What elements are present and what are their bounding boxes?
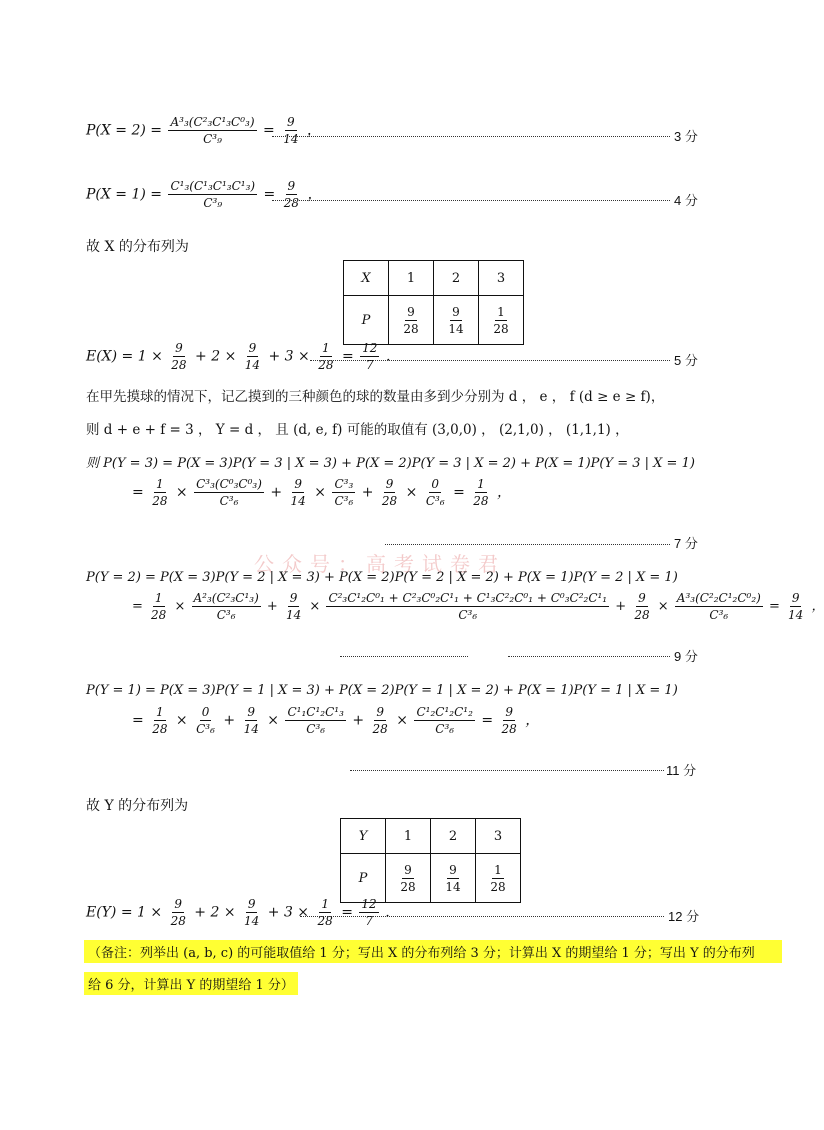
dot-leader [272,200,670,201]
fraction: $\frac{9}{28}$ [283,179,299,210]
scoring-note-line2: 给 6 分，计算出 Y 的期望给 1 分） [84,972,298,995]
table-cell: $\frac{9}{28}$ [386,854,431,903]
py2-line2: = $\frac{1}{28}$ × $\frac{\text{A²₃(C²₃C¹₃)}}{\text{C³₆}}$ + $\frac{9}{14}$ × $\frac{\text{C²₃C¹₂C⁰₁ + C²₃C⁰₂C¹₁ + C¹₃C²₂C⁰₁ + C⁰₃C²₂C¹₁}}{\text{C³₆}}$ + $\frac{9}{28}$ × $\frac{\text{A³₃(C²₂C¹₂C⁰₂)}}{\text{C³₆}}$ = $\frac{9}{14}$ ， [132,591,824,622]
para-1: 在甲先摸球的情况下，记乙摸到的三种颜色的球的数量由多到少分别为 d ， e ， f (d ≥ e ≥ f)， [86,389,665,405]
table-cell: $\frac{1}{28}$ [479,296,524,345]
eq-px1: P(X = 1) = $\frac{\text{C¹₃(C¹₃C¹₃C¹₃)}}{\text{C³₉}}$ = $\frac{9}{28}$ ， [86,179,322,210]
score-5: 5 分 [674,353,698,368]
score-3: 3 分 [674,129,698,144]
dot-leader [310,360,670,361]
para-2: 则 d + e + f = 3 ， Y = d ， 且 (d, e, f) 可能的取值有 (3,0,0) ， (2,1,0) ， (1,1,1) ， [86,422,629,438]
dot-leader [300,916,664,917]
score-12: 12 分 [668,909,700,924]
eq-ey: E(Y) = 1 × $\frac{9}{28}$ + 2 × $\frac{9}{14}$ + 3 × $\frac{1}{28}$ = $\frac{12}{7}$ ． [86,897,400,928]
eq-ex: E(X) = 1 × $\frac{9}{28}$ + 2 × $\frac{9}{14}$ + 3 × $\frac{1}{28}$ = $\frac{12}{7}$ ． [86,341,400,372]
fraction: $\frac{\text{A³₃(C²₃C¹₃C⁰₃)}}{\text{C³₉}}$ [170,115,255,146]
table-label: P [341,854,386,903]
table-header: X [344,261,389,296]
table-header: Y [341,819,386,854]
text-dist-y: 故 Y 的分布列为 [86,798,189,814]
table-header: 3 [479,261,524,296]
table-cell: $\frac{9}{14}$ [431,854,476,903]
fraction: $\frac{\text{C¹₃(C¹₃C¹₃C¹₃)}}{\text{C³₉}}$ [170,179,256,210]
py1-line2: = $\frac{1}{28}$ × $\frac{0}{\text{C³₆}}$ + $\frac{9}{14}$ × $\frac{\text{C¹₁C¹₂C¹₃}}{\text{C³₆}}$ + $\frac{9}{28}$ × $\frac{\text{C¹₂C¹₂C¹₂}}{\text{C³₆}}$ = $\frac{9}{28}$ ， [132,705,540,736]
score-11: 11 分 [666,763,697,778]
table-cell: $\frac{9}{14}$ [434,296,479,345]
dot-leader [272,136,670,137]
py2-line1: P(Y = 2) = P(X = 3)P(Y = 2 | X = 3) + P(X = 2)P(Y = 2 | X = 2) + P(X = 1)P(Y = 2 | X = 1) [86,570,678,585]
dot-leader [508,656,670,657]
dot-leader [340,656,468,657]
score-4: 4 分 [674,193,698,208]
table-header: 3 [476,819,521,854]
table-header: 1 [389,261,434,296]
text-dist-x: 故 X 的分布列为 [86,239,189,255]
table-cell: $\frac{1}{28}$ [476,854,521,903]
dot-leader [385,544,670,545]
eq-lhs: P(X = 2) = [86,122,163,139]
score-7: 7 分 [674,536,698,551]
py3-line2: = $\frac{1}{28}$ × $\frac{\text{C³₃(C⁰₃C⁰₃)}}{\text{C³₆}}$ + $\frac{9}{14}$ × $\frac{\text{C³₃}}{\text{C³₆}}$ + $\frac{9}{28}$ × $\frac{0}{\text{C³₆}}$ = $\frac{1}{28}$ ， [132,477,512,508]
scoring-note-line1: （备注：列举出 (a, b, c) 的可能取值给 1 分；写出 X 的分布列给 3 分；计算出 X 的期望给 1 分；写出 Y 的分布列 [84,940,782,963]
watermark: 公众号：高考试卷君 [254,552,506,576]
fraction: $\frac{9}{14}$ [283,115,299,146]
py3-line1: 则 P(Y = 3) = P(X = 3)P(Y = 3 | X = 3) + P(X = 2)P(Y = 3 | X = 2) + P(X = 1)P(Y = 3 | X = 1) [86,456,695,471]
table-cell: $\frac{9}{28}$ [389,296,434,345]
table-header: 1 [386,819,431,854]
distribution-table-y [340,818,521,903]
score-9: 9 分 [674,649,698,664]
distribution-table-x [343,260,524,345]
py1-line1: P(Y = 1) = P(X = 3)P(Y = 1 | X = 3) + P(X = 2)P(Y = 1 | X = 2) + P(X = 1)P(Y = 1 | X = 1) [86,683,678,698]
table-header: 2 [434,261,479,296]
dot-leader [350,770,664,771]
table-header: 2 [431,819,476,854]
eq-px2: P(X = 2) = $\frac{\text{A³₃(C²₃C¹₃C⁰₃)}}{\text{C³₉}}$ = $\frac{9}{14}$ ， [86,115,321,146]
table-label: P [344,296,389,345]
